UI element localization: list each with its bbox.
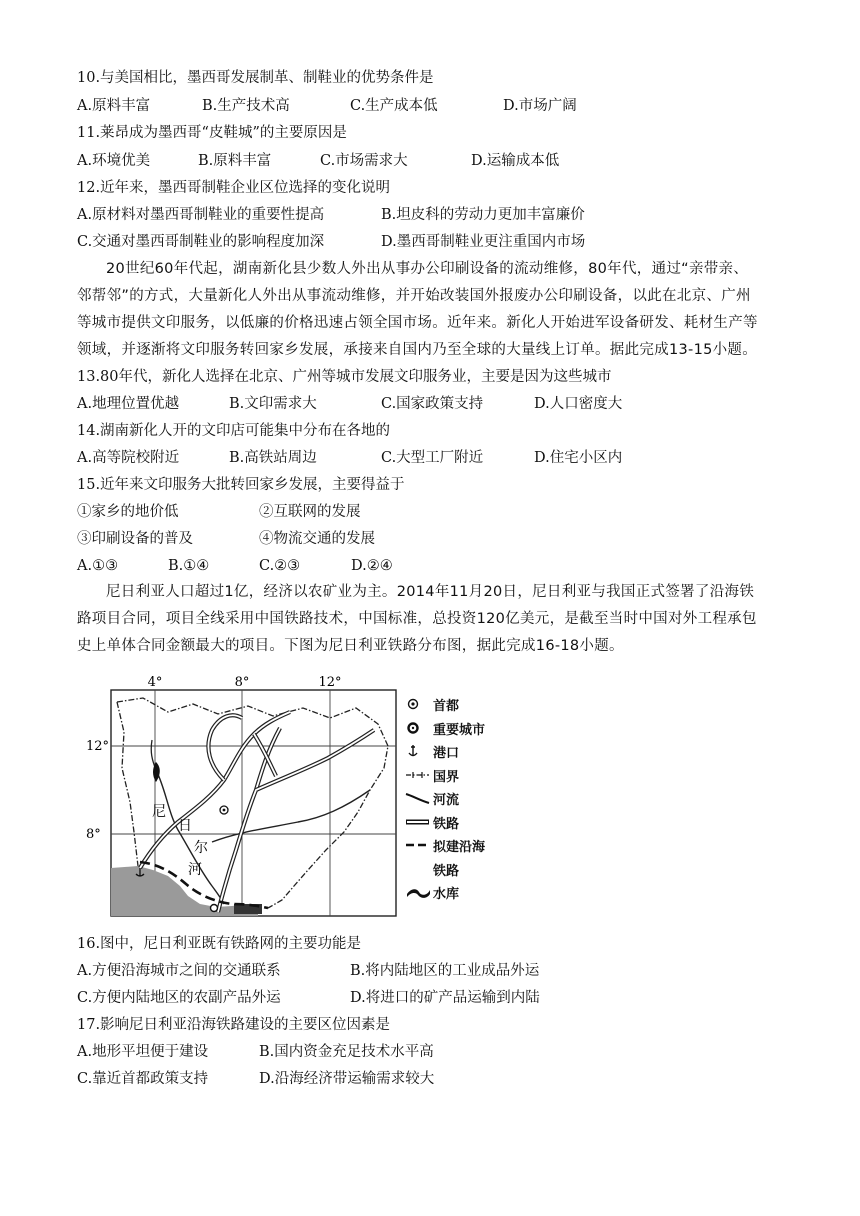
national-border-west <box>117 702 138 866</box>
passage-line: 尼日利亚人口超过1亿，经济以农矿业为主。2014年11月20日，尼日利亚与我国正式签署了沿海铁 <box>106 584 755 600</box>
q15-item-3: ③印刷设备的普及 <box>77 531 193 547</box>
q10-option-a: A.原料丰富 <box>77 98 151 114</box>
planned-coastal-railway-icon <box>405 837 433 853</box>
q11-option-a: A.环境优美 <box>77 153 151 169</box>
q10-option-c: C.生产成本低 <box>350 98 438 114</box>
passage-line: 20世纪60年代起，湖南新化县少数人外出从事办公印刷设备的流动维修，80年代，通过“亲带亲、 <box>106 261 749 277</box>
q16-stem: 16.图中，尼日利亚既有铁路网的主要功能是 <box>77 936 362 952</box>
q17-option-a: A.地形平坦便于建设 <box>77 1044 209 1060</box>
legend-item-planned-railway <box>405 835 525 859</box>
q14-stem: 14.湖南新化人开的文印店可能集中分布在各地的 <box>77 423 391 439</box>
q15-stem: 15.近年来文印服务大批转回家乡发展，主要得益于 <box>77 477 405 493</box>
reservoir-icon <box>405 884 433 900</box>
q13-option-a: A.地理位置优越 <box>77 396 180 412</box>
legend-label: 国界 <box>433 769 460 785</box>
port-icon <box>405 743 433 759</box>
q12-option-d: D.墨西哥制鞋业更注重国内市场 <box>381 234 586 250</box>
q16-option-b: B.将内陆地区的工业成品外运 <box>350 963 540 979</box>
q16-option-d: D.将进口的矿产品运输到内陆 <box>350 990 540 1006</box>
lon-label-12: 12° <box>318 675 342 690</box>
legend-item-railway <box>405 812 525 836</box>
major-city <box>211 905 218 912</box>
q16-option-c: C.方便内陆地区的农副产品外运 <box>77 990 281 1006</box>
q10-stem: 10.与美国相比，墨西哥发展制革、制鞋业的优势条件是 <box>77 70 434 86</box>
river-label-char: 尼 <box>152 804 166 820</box>
legend-item-major-city <box>405 718 525 742</box>
q15-item-2: ②互联网的发展 <box>259 504 361 520</box>
q11-option-c: C.市场需求大 <box>320 153 408 169</box>
legend-label: 铁路 <box>433 816 460 832</box>
passage-line: 史上单体合同金额最大的项目。下图为尼日利亚铁路分布图，据此完成16-18小题。 <box>77 638 624 654</box>
river-label-char: 日 <box>178 818 192 834</box>
river-label-char: 河 <box>188 862 202 878</box>
q14-option-c: C.大型工厂附近 <box>381 450 484 466</box>
legend-item-capital <box>405 694 525 718</box>
legend-label: 港口 <box>433 746 460 761</box>
passage-line: 路项目合同，项目全线采用中国铁路技术，中国标准，总投资120亿美元，是截至当时中国对外工程承包 <box>77 611 757 627</box>
q15-option-d: D.②④ <box>351 558 393 574</box>
q11-option-b: B.原料丰富 <box>198 153 272 169</box>
passage-line: 领域，并逐渐将文印服务转回家乡发展，承接来自国内乃至全球的大量线上订单。据此完成13-15小题。 <box>77 342 758 358</box>
lat-label-8: 8° <box>86 827 101 842</box>
lat-label-12: 12° <box>86 739 110 754</box>
q13-stem: 13.80年代，新化人选择在北京、广州等城市发展文印服务业，主要是因为这些城市 <box>77 369 612 385</box>
q16-option-a: A.方便沿海城市之间的交通联系 <box>77 963 281 979</box>
passage-line: 等城市提供文印服务，以低廉的价格迅速占领全国市场。近年来。新化人开始进军设备研发、耗材生产等 <box>77 315 758 331</box>
q12-stem: 12.近年来，墨西哥制鞋企业区位选择的变化说明 <box>77 180 391 196</box>
q15-option-c: C.②③ <box>259 558 301 574</box>
q13-option-c: C.国家政策支持 <box>381 396 484 412</box>
q15-item-1: ①家乡的地价低 <box>77 504 179 520</box>
river-label-char: 尔 <box>194 840 208 856</box>
q14-option-d: D.住宅小区内 <box>534 450 623 466</box>
q15-option-b: B.①④ <box>168 558 210 574</box>
railway-icon <box>405 814 433 830</box>
q10-option-d: D.市场广阔 <box>503 98 577 114</box>
passage-line: 邻帮邻”的方式，大量新化人外出从事流动维修，并开始改装国外报废办公印刷设备，以此在北京、广州 <box>77 288 751 304</box>
q13-option-b: B.文印需求大 <box>229 396 317 412</box>
q10-option-b: B.生产技术高 <box>202 98 290 114</box>
legend-label: 水库 <box>433 887 460 902</box>
q17-option-c: C.靠近首都政策支持 <box>77 1071 209 1087</box>
q12-option-c: C.交通对墨西哥制鞋业的影响程度加深 <box>77 234 325 250</box>
lon-label-8: 8° <box>234 675 250 690</box>
passage-wenyin <box>77 256 782 364</box>
q12-option-a: A.原材料对墨西哥制鞋业的重要性提高 <box>77 207 325 223</box>
passage-nigeria <box>77 579 782 660</box>
q17-option-b: B.国内资金充足技术水平高 <box>259 1044 434 1060</box>
legend-label: 河流 <box>433 793 460 808</box>
legend-item-river <box>405 788 525 812</box>
q12-option-b: B.坦皮科的劳动力更加丰富廉价 <box>381 207 585 223</box>
capital-icon <box>405 696 433 712</box>
lon-label-4: 4° <box>147 675 163 690</box>
legend-label: 铁路 <box>433 863 460 879</box>
q11-stem: 11.莱昂成为墨西哥“皮鞋城”的主要原因是 <box>77 125 347 141</box>
legend-item-port <box>405 741 525 765</box>
q14-option-a: A.高等院校附近 <box>77 450 180 466</box>
q17-option-d: D.沿海经济带运输需求较大 <box>259 1071 435 1087</box>
legend-item-border <box>405 765 525 789</box>
legend-label: 首都 <box>433 699 460 714</box>
q15-option-a: A.①③ <box>77 558 119 574</box>
major-city-icon <box>405 720 433 736</box>
q15-item-4: ④物流交通的发展 <box>259 531 375 547</box>
legend-item-reservoir <box>405 882 525 906</box>
legend-label: 拟建沿海 <box>433 840 486 855</box>
map-legend <box>405 694 525 906</box>
q14-option-b: B.高铁站周边 <box>229 450 317 466</box>
q11-option-d: D.运输成本低 <box>471 153 560 169</box>
q13-option-d: D.人口密度大 <box>534 396 623 412</box>
river-icon <box>405 790 433 806</box>
legend-item-planned-railway-cont <box>405 859 525 883</box>
legend-label: 重要城市 <box>433 722 486 738</box>
border-icon <box>405 767 433 783</box>
q17-stem: 17.影响尼日利亚沿海铁路建设的主要区位因素是 <box>77 1017 391 1033</box>
